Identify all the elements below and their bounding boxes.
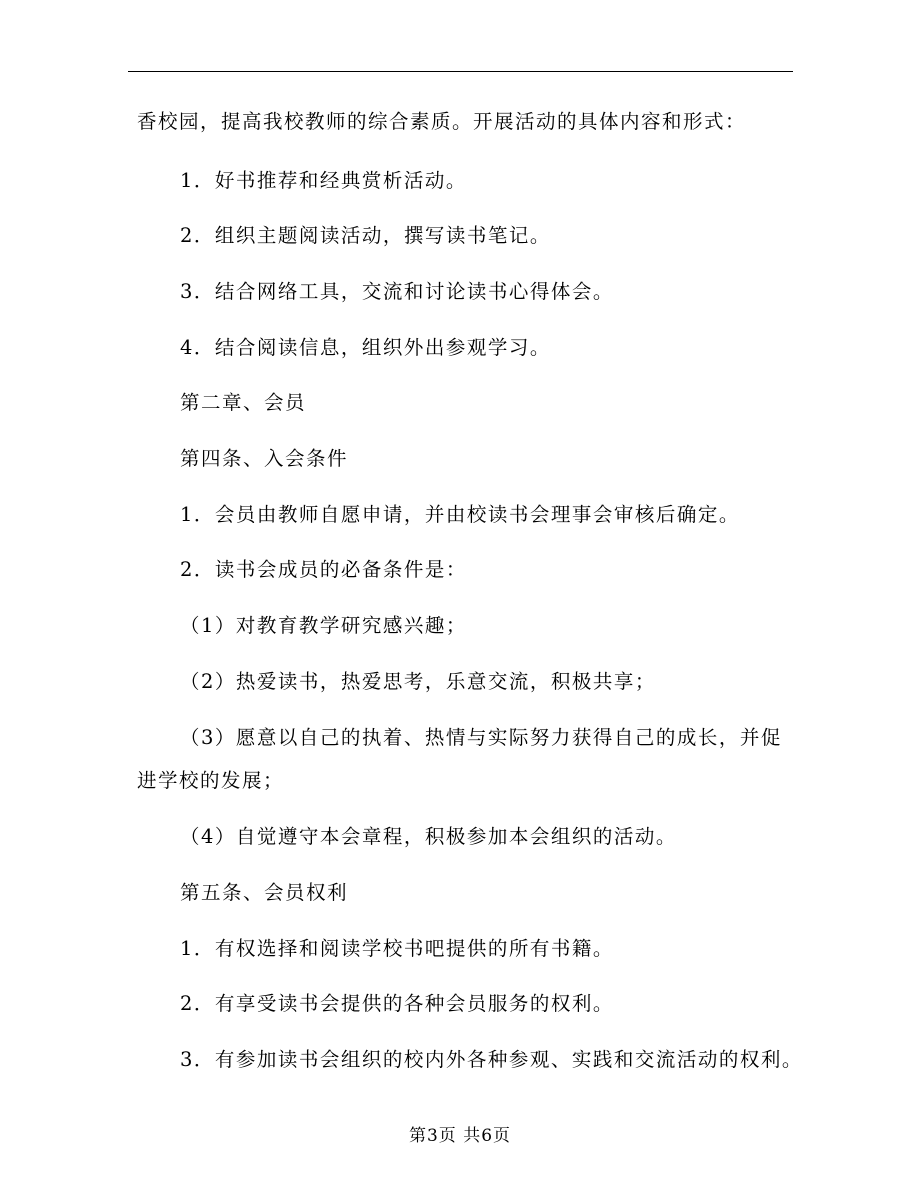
- list-item: 2．组织主题阅读活动，撰写读书笔记。: [180, 224, 551, 247]
- footer-page-total: 6: [481, 1126, 494, 1146]
- list-item: 2．有享受读书会提供的各种会员服务的权利。: [180, 992, 614, 1015]
- paragraph-line: 香校园，提高我校教师的综合素质。开展活动的具体内容和形式：: [137, 110, 747, 133]
- list-item: 2．读书会成员的必备条件是：: [180, 558, 467, 581]
- footer-page-mid: 页 共: [438, 1126, 482, 1146]
- footer-page-suffix: 页: [493, 1126, 512, 1146]
- sub-list-item: （3）愿意以自己的执着、热情与实际努力获得自己的成长，并促: [180, 726, 782, 749]
- list-item: 3．结合网络工具，交流和讨论读书心得体会。: [180, 280, 614, 303]
- list-item: 4．结合阅读信息，组织外出参观学习。: [180, 336, 551, 359]
- list-item: 3．有参加读书会组织的校内外各种参观、实践和交流活动的权利。: [180, 1048, 803, 1071]
- chapter-heading: 第二章、会员: [180, 391, 307, 414]
- article-heading: 第四条、入会条件: [180, 447, 349, 470]
- paragraph-line: 进学校的发展；: [137, 769, 285, 792]
- article-heading: 第五条、会员权利: [180, 881, 349, 904]
- sub-list-item: （2）热爱读书，热爱思考，乐意交流，积极共享；: [180, 670, 656, 693]
- sub-list-item: （1）对教育教学研究感兴趣；: [180, 614, 467, 637]
- list-item: 1．好书推荐和经典赏析活动。: [180, 169, 467, 192]
- footer-page-prefix: 第: [408, 1126, 427, 1146]
- list-item: 1．有权选择和阅读学校书吧提供的所有书籍。: [180, 937, 614, 960]
- footer-page-number: 3: [426, 1126, 439, 1146]
- list-item: 1．会员由教师自愿申请，并由校读书会理事会审核后确定。: [180, 503, 740, 526]
- header-rule: [128, 71, 793, 72]
- sub-list-item: （4）自觉遵守本会章程，积极参加本会组织的活动。: [180, 825, 677, 848]
- page-footer: [0, 1125, 920, 1147]
